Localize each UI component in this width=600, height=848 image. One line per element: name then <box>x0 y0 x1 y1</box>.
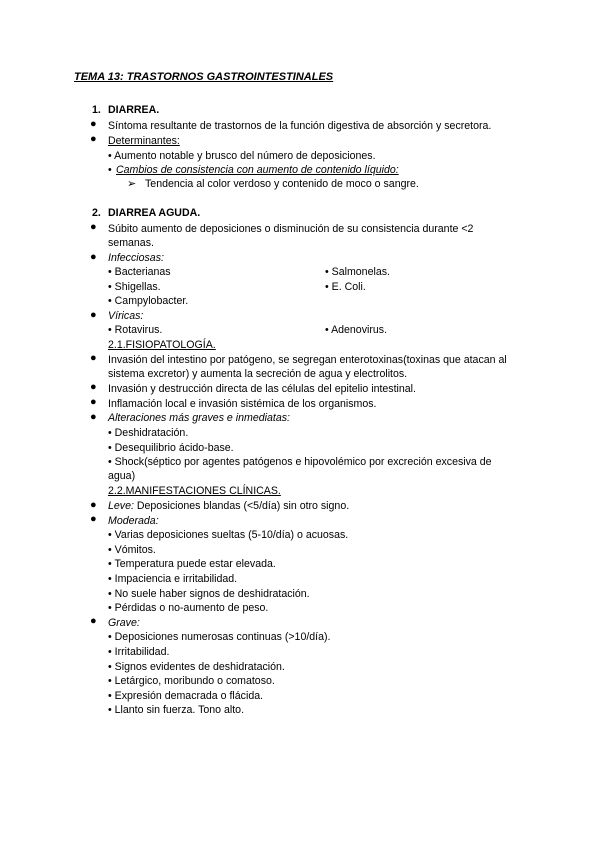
list-item: • Shigellas. <box>108 281 161 293</box>
bullet-icon: ● <box>90 251 97 263</box>
arrow-icon: ➢ <box>127 178 137 190</box>
list-item: • Campylobacter. <box>108 295 189 307</box>
s2-manifestaciones-heading: 2.2.MANIFESTACIONES CLÍNICAS. <box>108 485 281 497</box>
s2-moderada-label: Moderada: <box>108 515 159 527</box>
section-2-heading: DIARREA AGUDA. <box>108 207 201 219</box>
list-item: • Impaciencia e irritabilidad. <box>108 573 238 585</box>
s2-fisio-item: Inflamación local e invasión sistémica de los organismos. <box>108 398 377 410</box>
bullet-icon: ● <box>90 309 97 321</box>
bullet-icon: ● <box>90 396 97 408</box>
bullet-icon: ● <box>90 499 97 511</box>
section-1-heading: DIARREA. <box>108 104 160 116</box>
list-item: • Temperatura puede estar elevada. <box>108 558 276 570</box>
s1-det-bullet: • <box>108 164 112 176</box>
list-item: • Letárgico, moribundo o comatoso. <box>108 675 275 687</box>
list-item: • Deposiciones numerosas continuas (>10/día). <box>108 631 331 643</box>
list-item: • Irritabilidad. <box>108 646 170 658</box>
s2-alteraciones-label: Alteraciones más graves e inmediatas: <box>108 412 290 424</box>
s1-paragraph: Síntoma resultante de trastornos de la función digestiva de absorción y secretora. <box>108 120 492 132</box>
list-item: • Signos evidentes de deshidratación. <box>108 661 285 673</box>
list-item: • Vómitos. <box>108 544 156 556</box>
s2-infecciosas-label: Infecciosas: <box>108 252 164 264</box>
list-item: • Salmonelas. <box>325 266 390 278</box>
s2-grave-label: Grave: <box>108 617 140 629</box>
list-item: • E. Coli. <box>325 281 366 293</box>
bullet-icon: ● <box>90 411 97 423</box>
bullet-icon: ● <box>90 118 97 130</box>
bullet-icon: ● <box>90 133 97 145</box>
list-item-continuation: agua) <box>108 470 136 482</box>
s2-viricas-label: Víricas: <box>108 310 144 322</box>
bullet-icon: ● <box>90 513 97 525</box>
bullet-icon: ● <box>90 615 97 627</box>
s2-leve-label: Leve: <box>108 500 134 512</box>
s1-determinantes-label: Determinantes: <box>108 135 180 147</box>
list-item: • Adenovirus. <box>325 324 388 336</box>
s2-leve-line <box>108 499 349 513</box>
document-title: TEMA 13: TRASTORNOS GASTROINTESTINALES <box>74 71 334 83</box>
list-item: • Bacterianas <box>108 266 171 278</box>
s2-paragraph-line1: Súbito aumento de deposiciones o disminución de su consistencia durante <2 <box>108 223 474 235</box>
s2-fisio-item-line1: Invasión del intestino por patógeno, se segregan enterotoxinas(toxinas que atacan al <box>108 354 507 366</box>
s2-fisio-item-line2: sistema excretor) y aumenta la secreción de agua y electrolitos. <box>108 368 408 380</box>
list-item: • Deshidratación. <box>108 427 189 439</box>
bullet-icon: ● <box>90 352 97 364</box>
list-item: • Rotavirus. <box>108 324 163 336</box>
list-item: • No suele haber signos de deshidratación. <box>108 588 310 600</box>
s1-det-subitem: Tendencia al color verdoso y contenido de moco o sangre. <box>145 178 419 190</box>
s2-leve-text: Deposiciones blandas (<5/día) sin otro signo. <box>133 500 350 512</box>
bullet-icon: ● <box>90 221 97 233</box>
s1-det-item-consistencia: Cambios de consistencia con aumento de contenido líquido: <box>116 164 399 176</box>
section-2-number: 2. <box>92 207 101 219</box>
s1-det-item: • Aumento notable y brusco del número de deposiciones. <box>108 150 376 162</box>
list-item: • Llanto sin fuerza. Tono alto. <box>108 704 245 716</box>
s2-fisiopatologia-heading: 2.1.FISIOPATOLOGÍA. <box>108 339 216 351</box>
section-1-number: 1. <box>92 104 101 116</box>
list-item: • Pérdidas o no-aumento de peso. <box>108 602 269 614</box>
list-item: • Desequilibrio ácido-base. <box>108 442 234 454</box>
list-item: • Shock(séptico por agentes patógenos e hipovolémico por excreción excesiva de <box>108 456 492 468</box>
s2-fisio-item: Invasión y destrucción directa de las células del epitelio intestinal. <box>108 383 416 395</box>
s2-paragraph-line2: semanas. <box>108 237 154 249</box>
list-item: • Expresión demacrada o flácida. <box>108 690 264 702</box>
list-item: • Varias deposiciones sueltas (5-10/día) o acuosas. <box>108 529 349 541</box>
bullet-icon: ● <box>90 381 97 393</box>
